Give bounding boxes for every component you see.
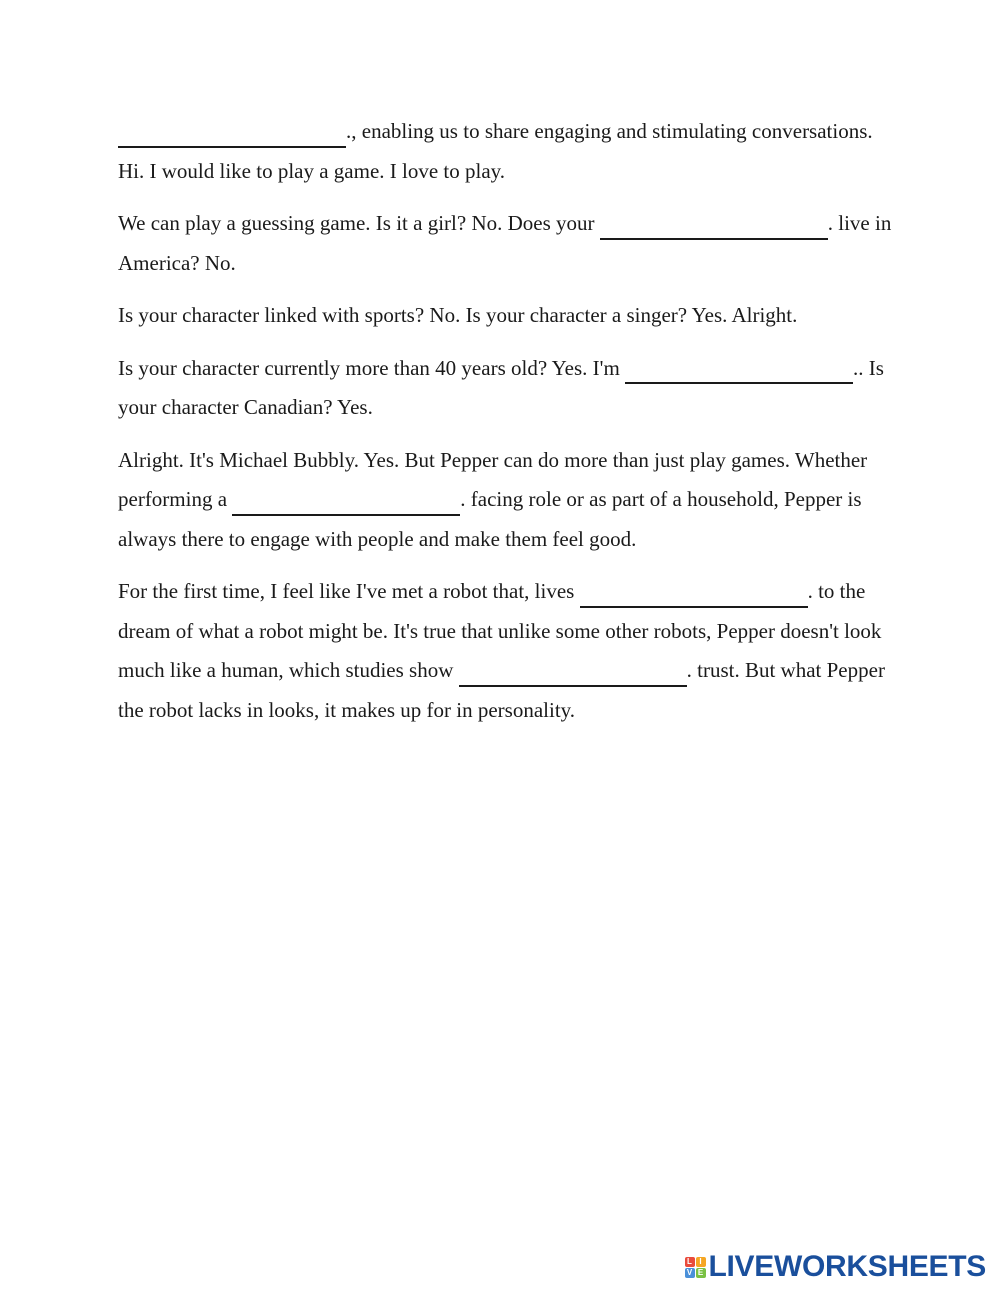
- paragraph-text: . live in America? No.: [118, 211, 892, 275]
- paragraph: [118, 349, 898, 428]
- answer-blank-input[interactable]: [459, 663, 687, 687]
- logo-letter: V: [685, 1268, 695, 1278]
- answer-blank-input[interactable]: [580, 584, 808, 608]
- liveworksheets-brand: [685, 1250, 987, 1284]
- answer-blank-input[interactable]: [625, 360, 853, 384]
- answer-blank-input[interactable]: [118, 124, 346, 148]
- paragraph: [118, 572, 898, 730]
- paragraph-text: Is your character currently more than 40 years old? Yes. I'm: [118, 355, 626, 380]
- worksheet-body: [118, 112, 898, 743]
- paragraph: [118, 441, 898, 560]
- paragraph-text: .. Is your character Canadian? Yes.: [118, 355, 884, 419]
- brand-name: LIVEWORKSHEETS: [708, 1250, 986, 1283]
- logo-letter: E: [696, 1268, 706, 1278]
- answer-blank-input[interactable]: [600, 216, 828, 240]
- paragraph-text: . to the dream of what a robot might be. It's true that unlike some other robots, Pepper doesn't look much like a human, which studies show: [118, 579, 882, 682]
- paragraph-text: ., enabling us to share engaging and stimulating conversations. Hi. I would like to play a game. I love to play.: [118, 119, 873, 183]
- paragraph: [118, 112, 898, 191]
- liveworksheets-logo-icon: [685, 1257, 706, 1278]
- paragraph: [118, 296, 898, 336]
- paragraph-text: Alright. It's Michael Bubbly. Yes. But Pepper can do more than just play games. Whether performing a: [118, 447, 868, 511]
- paragraph-text: . facing role or as part of a household, Pepper is always there to engage with people and make them feel good.: [118, 487, 862, 551]
- paragraph-text: We can play a guessing game. Is it a girl? No. Does your: [118, 211, 600, 235]
- paragraph-text: Is your character linked with sports? No. Is your character a singer? Yes. Alright.: [118, 303, 798, 327]
- logo-letter: L: [685, 1257, 695, 1267]
- answer-blank-input[interactable]: [232, 492, 460, 516]
- paragraph: [118, 204, 898, 283]
- paragraph-text: . trust. But what Pepper the robot lacks in looks, it makes up for in personality.: [118, 658, 885, 722]
- paragraph-text: For the first time, I feel like I've met a robot that, lives: [118, 579, 580, 603]
- logo-letter: I: [696, 1257, 706, 1267]
